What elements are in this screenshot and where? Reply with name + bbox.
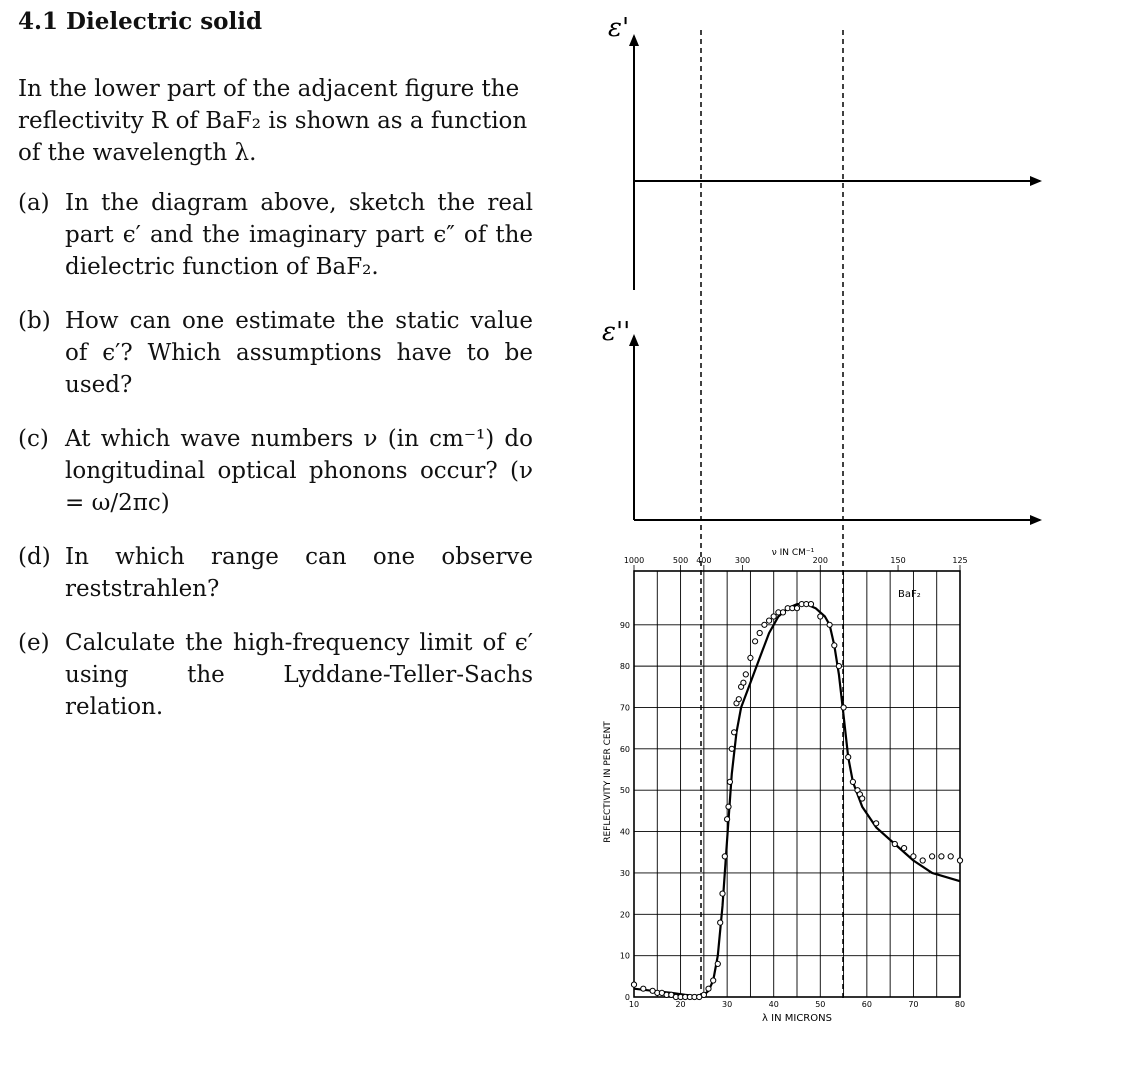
data-point: [846, 755, 851, 760]
question-text: At which wave numbers ν (in cm⁻¹) do longitudinal optical phonons occur? (ν = ω/2πc): [65, 426, 533, 516]
y-tick-label: 80: [619, 662, 630, 672]
data-point: [836, 664, 841, 669]
question-text: How can one estimate the static value of ϵ′? Which assumptions have to be used?: [65, 308, 533, 398]
x-tick-label: 50: [815, 1000, 826, 1009]
y-tick-label: 50: [619, 786, 630, 796]
question-label: (c): [18, 426, 49, 452]
eps-imag-label: ε'': [602, 317, 631, 347]
data-point: [748, 655, 753, 660]
data-point: [930, 854, 935, 859]
x-tick-label: 10: [628, 1000, 640, 1009]
data-point: [718, 920, 723, 925]
y-tick-label: 0: [624, 993, 630, 1002]
question-text: In the diagram above, sketch the real part ϵ′ and the imaginary part ϵ″ of the dielectric function of BaF₂.: [65, 190, 533, 280]
top-tick-label: 125: [952, 556, 968, 565]
question-text: Calculate the high-frequency limit of ϵ′ using the Lyddane-Teller-Sachs relation.: [65, 630, 533, 720]
ticks: [620, 556, 968, 1009]
x-tick-label: 80: [954, 1000, 966, 1009]
top-axis-label: ν IN CM⁻¹: [771, 548, 815, 558]
grid: [634, 571, 960, 997]
question-label: (b): [18, 308, 51, 334]
top-tick-label: 150: [890, 556, 906, 565]
data-point: [957, 858, 962, 863]
data-point: [706, 986, 711, 991]
data-point: [780, 610, 785, 615]
x-tick-label: 70: [908, 1000, 919, 1009]
top-tick-label: 300: [734, 556, 751, 565]
y-tick-label: 90: [619, 620, 630, 630]
top-tick-label: 200: [812, 556, 828, 565]
data-point: [762, 622, 767, 627]
section-title: 4.1 Dielectric solid: [18, 8, 263, 35]
reflectivity-chart: [603, 548, 968, 1024]
data-point: [841, 705, 846, 710]
data-point: [701, 992, 706, 997]
x-tick-label: 20: [675, 1000, 686, 1009]
data-point: [818, 614, 823, 619]
data-point: [911, 854, 916, 859]
intro-paragraph: In the lower part of the adjacent figure the reflectivity R of BaF₂ is shown as a function of the wavelength λ.: [18, 76, 528, 166]
data-point: [753, 639, 758, 644]
y-tick-label: 10: [619, 951, 630, 961]
data-point: [850, 779, 855, 784]
data-point: [920, 858, 925, 863]
question-label: (e): [18, 630, 50, 656]
data-point: [711, 978, 716, 983]
top-tick-label: 1000: [623, 556, 645, 565]
chart-title: BaF₂: [898, 589, 921, 600]
question-label: (d): [18, 544, 51, 570]
data-point: [727, 779, 732, 784]
data-point: [794, 606, 799, 611]
data-point: [860, 796, 865, 801]
data-point: [874, 821, 879, 826]
data-point: [741, 680, 746, 685]
data-point: [767, 618, 772, 623]
data-point: [808, 602, 813, 607]
y-tick-label: 20: [619, 910, 630, 920]
y-tick-label: 30: [619, 868, 630, 878]
eps-real-axes: [608, 13, 1040, 290]
eps-real-label: ε': [608, 13, 630, 43]
data-point: [892, 841, 897, 846]
data-point: [726, 804, 731, 809]
data-point: [827, 622, 832, 627]
data-point: [732, 730, 737, 735]
data-point: [631, 982, 636, 987]
top-tick-label: 500: [672, 556, 689, 565]
data-point: [641, 986, 646, 991]
x-tick-label: 30: [722, 1000, 733, 1009]
data-point: [939, 854, 944, 859]
data-point: [832, 643, 837, 648]
y-axis-label: REFLECTIVITY IN PER CENT: [603, 721, 613, 843]
y-tick-label: 40: [619, 827, 630, 837]
data-point: [948, 854, 953, 859]
data-point: [722, 854, 727, 859]
y-tick-label: 60: [619, 744, 630, 754]
data-point: [720, 891, 725, 896]
data-point: [902, 846, 907, 851]
top-tick-label: 400: [696, 556, 712, 565]
data-point: [771, 614, 776, 619]
data-point: [736, 697, 741, 702]
x-axis-label: λ IN MICRONS: [762, 1013, 832, 1024]
y-tick-label: 70: [619, 703, 630, 713]
data-point: [729, 746, 734, 751]
question-label: (a): [18, 190, 50, 216]
x-tick-label: 40: [768, 1000, 779, 1009]
data-point: [757, 630, 762, 635]
data-point: [715, 961, 720, 966]
x-tick-label: 60: [861, 1000, 872, 1009]
data-point: [743, 672, 748, 677]
question-text: In which range can one observe reststrahlen?: [65, 544, 533, 602]
eps-imag-axes: [602, 317, 1040, 520]
data-point: [725, 817, 730, 822]
